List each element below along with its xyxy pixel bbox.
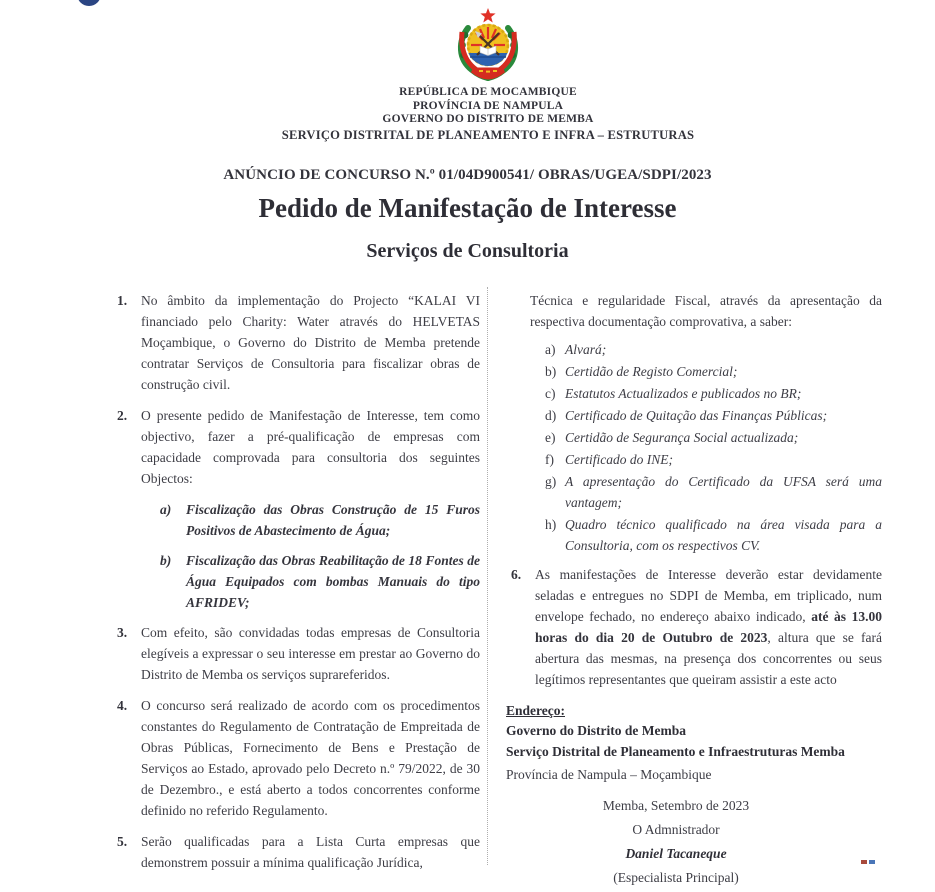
- mozambique-coat-of-arms-icon: [452, 5, 524, 83]
- signature-place-date: Memba, Setembro de 2023: [602, 797, 750, 813]
- item-number: 2.: [117, 408, 128, 423]
- item-text: [535, 564, 882, 690]
- required-documents-list: [545, 339, 882, 556]
- address-line-province: Província de Nampula – Moçambique: [506, 767, 712, 782]
- item-marker: g): [545, 474, 557, 489]
- list-item-4: [112, 695, 480, 821]
- list-item-1: [112, 290, 480, 395]
- document-item-h: [545, 514, 882, 556]
- document-item-c: [545, 383, 882, 404]
- page-title: Pedido de Manifestação de Interesse: [258, 193, 677, 223]
- item6-text-post: , altura que se fará abertura das mesmas, na presença dos concorrentes ou seus legítimos representantes que queiram assistir a este acto: [535, 630, 882, 687]
- address-label: Endereço:: [506, 703, 565, 718]
- item-number: 4.: [117, 698, 128, 713]
- item-marker: f): [545, 452, 554, 467]
- item-number: 3.: [117, 625, 128, 640]
- item-text: No âmbito da implementação do Projecto “KALAI VI financiado pelo Charity: Water através do HELVETAS Moçambique, o Governo do Distrito de Memba pretende contratar Serviços de Consultoria para fiscalizar obras de construção civil.: [141, 293, 480, 392]
- item-text: Certificado do INE;: [565, 452, 673, 467]
- app-logo-partial-circle: [77, 0, 101, 6]
- document-item-d: [545, 405, 882, 426]
- left-column: [112, 290, 480, 883]
- document-item-f: [545, 449, 882, 470]
- signature-title: (Especialista Principal): [613, 869, 739, 885]
- item-text: Certidão de Segurança Social actualizada;: [565, 430, 799, 445]
- document-item-e: [545, 427, 882, 448]
- page-subtitle: Serviços de Consultoria: [366, 240, 569, 262]
- item-marker: e): [545, 430, 556, 445]
- item-text: Fiscalização das Obras Reabilitação de 18 Fontes de Água Equipados com bombas Manuais do tipo AFRIDEV;: [186, 553, 480, 610]
- header-line-service: SERVIÇO DISTRITAL DE PLANEAMENTO E INFRA – ESTRUTURAS: [281, 127, 695, 142]
- scan-artifact-red: [861, 860, 867, 864]
- item-text: Alvará;: [565, 342, 607, 357]
- item-number: 5.: [117, 834, 128, 849]
- signature-name: Daniel Tacaneque: [625, 845, 727, 861]
- announcement-number: ANÚNCIO DE CONCURSO N.º 01/04D900541/ OBRAS/UGEA/SDPI/2023: [223, 167, 712, 183]
- item-marker: b): [160, 553, 172, 568]
- item-text: Serão qualificadas para a Lista Curta empresas que demonstrem possuir a mínima qualificação Jurídica,: [141, 834, 480, 870]
- document-item-a: [545, 339, 882, 360]
- object-item-b: [160, 550, 480, 613]
- document-item-b: [545, 361, 882, 382]
- item-marker: h): [545, 517, 557, 532]
- item-5-continuation: Técnica e regularidade Fiscal, através da apresentação da respectiva documentação comprovativa, a saber:: [530, 293, 882, 329]
- signature-role: O Admnistrador: [632, 821, 720, 837]
- item-text: O concurso será realizado de acordo com os procedimentos constantes do Regulamento de Contratação de Empreitada de Obras Públicas, Fornecimento de Bens e Prestação de Serviços ao Estado, aprovado pelo Decreto n.º 79/2022, de 30 de Dezembro., e está aberto a todos concorrentes conforme definido no referido Regulamento.: [141, 698, 480, 818]
- item-text: Quadro técnico qualificado na área visada para a Consultoria, com os respectivos CV.: [565, 517, 882, 553]
- list-item-3: [112, 622, 480, 685]
- government-header: [88, 86, 888, 142]
- address-line-service: Serviço Distrital de Planeamento e Infraestruturas Memba: [506, 743, 845, 759]
- signature-block: [506, 796, 846, 888]
- list-item-6: [506, 564, 882, 690]
- header-line-district: GOVERNO DO DISTRITO DE MEMBA: [382, 113, 594, 125]
- item-number: 1.: [117, 293, 128, 308]
- list-item-5: [112, 831, 480, 873]
- item6-deadline-bold: até às 13.00 horas do dia 20 de Outubro de 2023: [535, 609, 882, 645]
- object-item-a: [160, 499, 480, 541]
- list-item-2: [112, 405, 480, 489]
- document-item-g: [545, 471, 882, 513]
- item-text: Certificado de Quitação das Finanças Públicas;: [565, 408, 828, 423]
- item-text: O presente pedido de Manifestação de Interesse, tem como objectivo, fazer a pré-qualificação de empresas com capacidade comprovada para consultoria dos seguintes Objectos:: [141, 408, 480, 486]
- item-text: A apresentação do Certificado da UFSA será uma vantagem;: [565, 474, 882, 510]
- item-marker: b): [545, 364, 557, 379]
- item-text: Certidão de Registo Comercial;: [565, 364, 738, 379]
- address-line-government: Governo do Distrito de Memba: [506, 723, 686, 738]
- header-line-republic: REPÚBLICA DE MOCAMBIQUE: [399, 86, 577, 98]
- item-marker: a): [545, 342, 556, 357]
- item-number: 6.: [511, 567, 522, 582]
- item-text: Com efeito, são convidadas todas empresas de Consultoria elegíveis a expressar o seu interesse em prestar ao Governo do Distrito de Memba os serviços suprareferidos.: [141, 625, 480, 682]
- column-divider: [487, 287, 488, 865]
- item-text: Estatutos Actualizados e publicados no BR;: [565, 386, 802, 401]
- item-marker: d): [545, 408, 557, 423]
- item-text: Fiscalização das Obras Construção de 15 Furos Positivos de Abastecimento de Água;: [186, 502, 480, 538]
- scan-artifact-blue: [869, 860, 875, 864]
- right-column: [506, 290, 882, 892]
- address-block: [506, 700, 882, 786]
- item6-text-pre: As manifestações de Interesse deverão estar devidamente seladas e entregues no SDPI de Memba, em triplicado, num envelope fechado, no endereço abaixo indicado,: [535, 567, 882, 624]
- header-line-province: PROVÍNCIA DE NAMPULA: [412, 99, 564, 112]
- item-marker: c): [545, 386, 556, 401]
- item-marker: a): [160, 502, 172, 517]
